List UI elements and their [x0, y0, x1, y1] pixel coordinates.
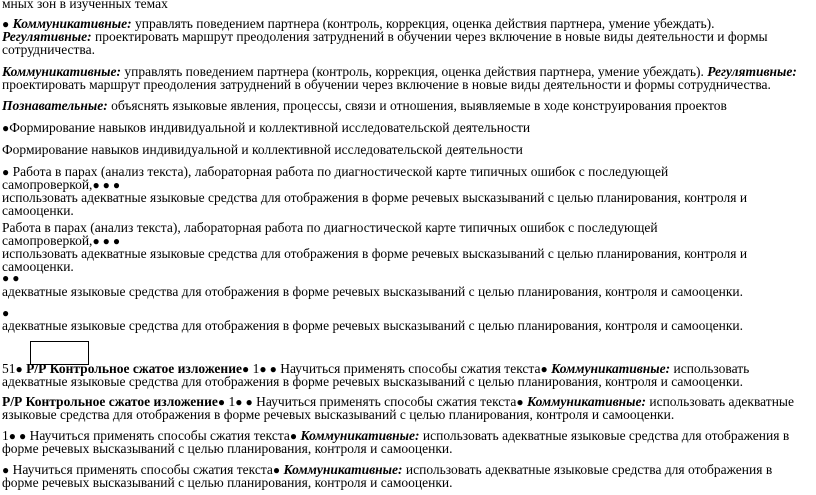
bullet-dot-icon: ● [289, 429, 298, 443]
para-4-line-1 [2, 121, 530, 135]
text: Работа в парах (анализ текста), лабораторная работа по диагностической карте типичных ошибок с последующей [9, 164, 669, 179]
para-1-line-2 [2, 30, 768, 43]
bullet-dots-icon: ● ● [259, 362, 277, 376]
label-communicative: Коммуникативные: [12, 16, 132, 31]
para-6-line-3 [2, 191, 747, 204]
label-communicative: Коммуникативные: [547, 361, 671, 376]
para-8-bullets [2, 271, 20, 285]
hours: 1 [2, 428, 9, 443]
para-12-line-2 [2, 442, 453, 455]
text: мных зон в изученных темах [2, 0, 168, 11]
bullet-dot-icon: ● [272, 463, 281, 477]
bullet-dot-icon: ● [2, 306, 10, 320]
para-1-line-3 [2, 43, 95, 56]
text: использовать адекватные языковые средства для отображения в [419, 428, 790, 443]
bullet-dots-icon: ● ● [235, 395, 253, 409]
text: Формирование навыков индивидуальной и коллективной исследовательской деятельности [2, 142, 523, 157]
hours: 1 [225, 394, 236, 409]
label-regulative: Регулятивные: [2, 29, 92, 44]
text: сотрудничества. [2, 42, 95, 57]
para-13-line-2 [2, 476, 453, 489]
text: проектировать маршрут преодоления затруднений в обучении через включение в новые виды деятельности и формы сотрудничества. [2, 77, 771, 92]
text: Научиться применять способы сжатия текста [252, 394, 517, 409]
text: самопроверкой, [2, 233, 93, 248]
hours: 1 [249, 361, 260, 376]
text: адекватные языковые средства для отображения в форме речевых высказываний с целью планирования, контроля и самооценки. [2, 284, 744, 299]
para-3-line-1 [2, 99, 727, 112]
para-6-line-1 [2, 165, 668, 179]
text: объяснять языковые явления, процессы, связи и отношения, выявляемые в ходе конструирования проектов [107, 98, 727, 113]
text-line-top [2, 0, 168, 10]
text: языковые средства для отображения в форме речевых высказываний с целью планирования, контроля и самооценки. [2, 407, 675, 422]
label-cognitive: Познавательные: [2, 98, 108, 113]
bullet-dots-icon: ● ● [8, 429, 27, 443]
text: Научиться применять способы сжатия текста [276, 361, 541, 376]
para-10-line-2 [2, 375, 743, 388]
para-2-line-2 [2, 78, 771, 91]
bullet-dot-icon: ● [15, 362, 23, 376]
text: Научиться применять способы сжатия текста [26, 428, 290, 443]
text: самооценки. [2, 203, 74, 218]
text: адекватные языковые средства для отображения в форме речевых высказываний с целью планирования, контроля и самооценки. [2, 374, 744, 389]
para-6-line-4 [2, 204, 74, 217]
text: Работа в парах (анализ текста), лабораторная работа по диагностической карте типичных ошибок с последующей [2, 220, 658, 235]
bullet-dot-icon: ● [2, 17, 10, 31]
text: управлять поведением партнера (контроль, коррекция, оценка действия партнера, умение убеждать). [131, 16, 715, 31]
label-communicative: Коммуникативные: [523, 394, 646, 409]
bullet-dot-icon: ● [2, 165, 10, 179]
para-11-line-2 [2, 408, 674, 421]
text: адекватные языковые средства для отображения в форме речевых высказываний с целью планирования, контроля и самооценки. [2, 318, 744, 333]
text: использовать [670, 361, 750, 376]
text: форме речевых высказываний с целью планирования, контроля и самооценки. [2, 475, 453, 490]
text: управлять поведением партнера (контроль, коррекция, оценка действия партнера, умение убеждать). [121, 64, 708, 79]
bullet-dot-icon: ● [540, 362, 548, 376]
text: самопроверкой, [2, 177, 93, 192]
bullet-dot-icon: ● [241, 362, 250, 376]
lesson-title: Р/Р Контрольное сжатое изложение [22, 361, 242, 376]
label-communicative: Коммуникативные: [2, 64, 122, 79]
bullet-dots-icon: ● ● ● [92, 178, 121, 192]
bullet-dot-icon: ● [2, 121, 10, 135]
text: проектировать маршрут преодоления затруднений в обучении через включение в новые виды деятельности и формы [91, 29, 768, 44]
para-7-line-3 [2, 247, 747, 260]
para-5-line-1 [2, 143, 523, 156]
text: Формирование навыков индивидуальной и коллективной исследовательской деятельности [9, 120, 531, 135]
label-regulative: Регулятивные: [707, 64, 797, 79]
para-8-line-1 [2, 285, 743, 298]
para-7-line-1 [2, 221, 658, 234]
bullet-dot-icon: ● [2, 463, 10, 477]
bullet-dots-icon: ● ● ● [92, 234, 121, 248]
text: самооценки. [2, 259, 74, 274]
text: использовать адекватные [645, 394, 794, 409]
text: использовать адекватные языковые средства для отображения в [402, 462, 773, 477]
text: Научиться применять способы сжатия текста [9, 462, 273, 477]
lesson-number: 51 [2, 361, 16, 376]
para-9-line-1 [2, 319, 743, 332]
text: форме речевых высказываний с целью планирования, контроля и самооценки. [2, 441, 453, 456]
bullet-dot-icon: ● [217, 395, 226, 409]
label-communicative: Коммуникативные: [280, 462, 403, 477]
lesson-title: Р/Р Контрольное сжатое изложение [2, 394, 218, 409]
text: использовать адекватные языковые средства для отображения в форме речевых высказываний с целью планирования, контроля и [2, 246, 748, 261]
bullet-dot-icon: ● [516, 395, 524, 409]
label-communicative: Коммуникативные: [297, 428, 420, 443]
text: использовать адекватные языковые средства для отображения в форме речевых высказываний с целью планирования, контроля и [2, 190, 748, 205]
bullet-dots-icon: ● ● [2, 271, 20, 285]
